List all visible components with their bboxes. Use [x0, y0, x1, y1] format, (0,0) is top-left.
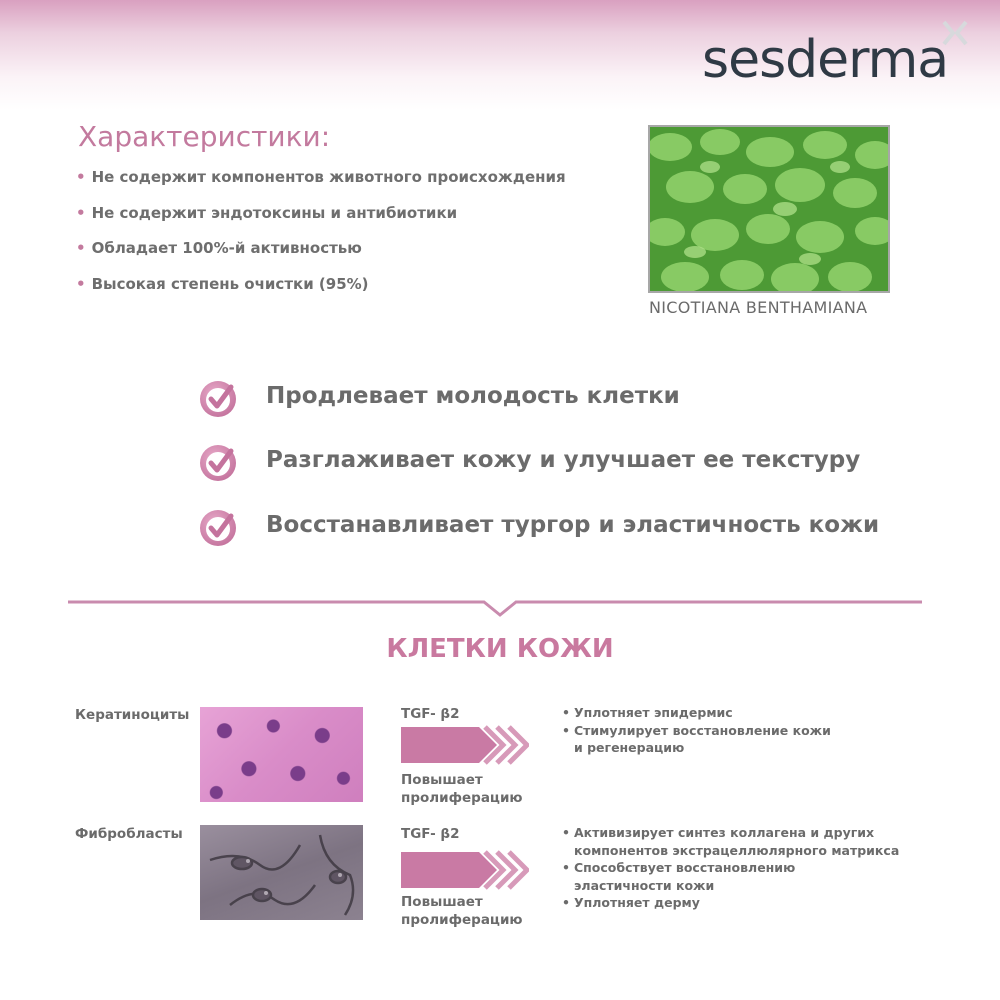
- check-circle-icon: [198, 443, 238, 483]
- effects-list-keratinocytes: [560, 704, 920, 757]
- benefit-text: Продлевает молодость клетки: [266, 383, 680, 409]
- bullet-icon: •: [76, 274, 86, 293]
- list-item: • Активизирует синтез коллагена и других компонентов экстрацеллюлярного матрикса: [560, 824, 905, 859]
- list-item: • Высокая степень очистки (95%): [76, 274, 369, 293]
- growth-factor-label: TGF- β2: [401, 706, 460, 722]
- list-item: • Уплотняет дерму: [560, 894, 920, 912]
- bullet-icon: •: [76, 203, 86, 222]
- list-item: • Уплотняет эпидермис: [560, 704, 920, 722]
- plant-caption: NICOTIANA BENTHAMIANA: [649, 298, 868, 317]
- effects-list-fibroblasts: [560, 824, 920, 912]
- fibroblasts-image: [200, 825, 363, 920]
- action-text: Повышает пролиферацию: [401, 772, 523, 806]
- list-item: • Не содержит компонентов животного происхождения: [76, 168, 566, 186]
- list-item: • Способствует восстановлению эластичности кожи: [560, 859, 810, 894]
- action-text: Повышает пролиферацию: [401, 894, 523, 928]
- fibroblast-cells-image: [200, 825, 363, 920]
- section-divider: [68, 595, 922, 617]
- plant-photo: [648, 125, 890, 293]
- list-item: • Стимулирует восстановление кожи и регенерацию: [560, 722, 840, 757]
- list-item: • Обладает 100%-й активностью: [76, 239, 362, 257]
- growth-factor-label: TGF- β2: [401, 826, 460, 842]
- cell-type-label-fibroblasts: Фибробласты: [75, 826, 183, 842]
- keratinocytes-image: [200, 707, 363, 802]
- benefit-text: Разглаживает кожу и улучшает ее текстуру: [266, 447, 861, 473]
- characteristics-title: Характеристики:: [78, 120, 331, 153]
- characteristics-list: [76, 166, 566, 308]
- plant-leaves-image: [650, 127, 890, 293]
- skin-cells-title: КЛЕТКИ КОЖИ: [386, 634, 614, 664]
- list-item: • Не содержит эндотоксины и антибиотики: [76, 203, 458, 222]
- arrow-icon: [401, 850, 529, 890]
- benefit-item: [198, 379, 898, 423]
- cell-type-label-keratinocytes: Кератиноциты: [75, 707, 190, 723]
- bullet-icon: •: [76, 168, 86, 186]
- logo-mark-icon: [940, 20, 970, 46]
- benefit-text: Восстанавливает тургор и эластичность кожи: [266, 512, 880, 538]
- benefit-item: [198, 443, 898, 487]
- arrow-icon: [401, 725, 529, 765]
- check-circle-icon: [198, 379, 238, 419]
- check-circle-icon: [198, 508, 238, 548]
- bullet-icon: •: [76, 239, 86, 257]
- brand-logo: sesderma: [702, 30, 949, 90]
- benefit-item: [198, 508, 898, 552]
